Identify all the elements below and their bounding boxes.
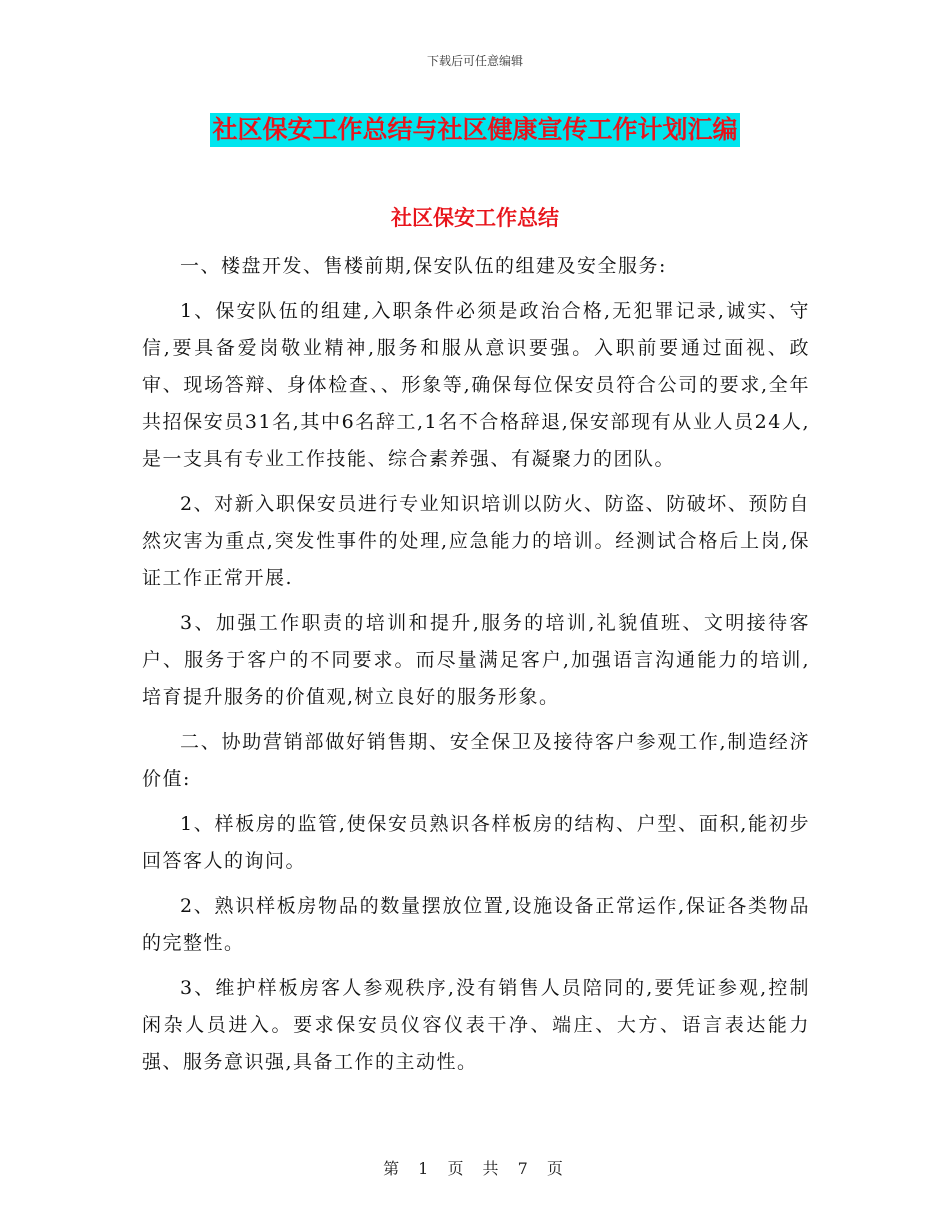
paragraph: 一、楼盘开发、售楼前期,保安队伍的组建及安全服务: xyxy=(180,255,667,277)
main-title: 社区保安工作总结与社区健康宣传工作计划汇编 xyxy=(210,113,739,147)
paragraph: 2、对新入职保安员进行专业知识培训以防火、防盗、防破坏、预防自然灾害为重点,突发性事件的处理,应急能力的培训。经测试合格后上岗,保证工作正常开展. xyxy=(142,493,810,589)
document-body xyxy=(142,248,810,1089)
paragraph: 1、保安队伍的组建,入职条件必须是政治合格,无犯罪记录,诚实、守信,要具备爱岗敬业精神,服务和服从意识要强。入职前要通过面视、政审、现场答辩、身体检查、、形象等,确保每位保安员符合公司的要求,全年共招保安员31名,其中6名辞工,1名不合格辞退,保安部现有从业人员24人,是一支具有专业工作技能、综合素养强、有凝聚力的团队。 xyxy=(142,300,810,470)
paragraph: 3、加强工作职责的培训和提升,服务的培训,礼貌值班、文明接待客户、服务于客户的不同要求。而尽量满足客户,加强语言沟通能力的培训,培育提升服务的价值观,树立良好的服务形象。 xyxy=(142,612,810,708)
paragraph: 2、熟识样板房物品的数量摆放位置,设施设备正常运作,保证各类物品的完整性。 xyxy=(142,895,810,954)
section-title: 社区保安工作总结 xyxy=(391,206,559,230)
paragraph: 二、协助营销部做好销售期、安全保卫及接待客户参观工作,制造经济价值: xyxy=(142,731,810,790)
header-note: 下载后可任意编辑 xyxy=(426,54,523,68)
paragraph: 1、样板房的监管,使保安员熟识各样板房的结构、户型、面积,能初步回答客人的询问。 xyxy=(142,813,810,872)
main-title-container xyxy=(0,113,950,147)
page-number-footer: 第 1 页 共 7 页 xyxy=(383,1159,567,1178)
paragraph: 3、维护样板房客人参观秩序,没有销售人员陪同的,要凭证参观,控制闲杂人员进入。要求保安员仪容仪表干净、端庄、大方、语言表达能力强、服务意识强,具备工作的主动性。 xyxy=(142,977,810,1073)
